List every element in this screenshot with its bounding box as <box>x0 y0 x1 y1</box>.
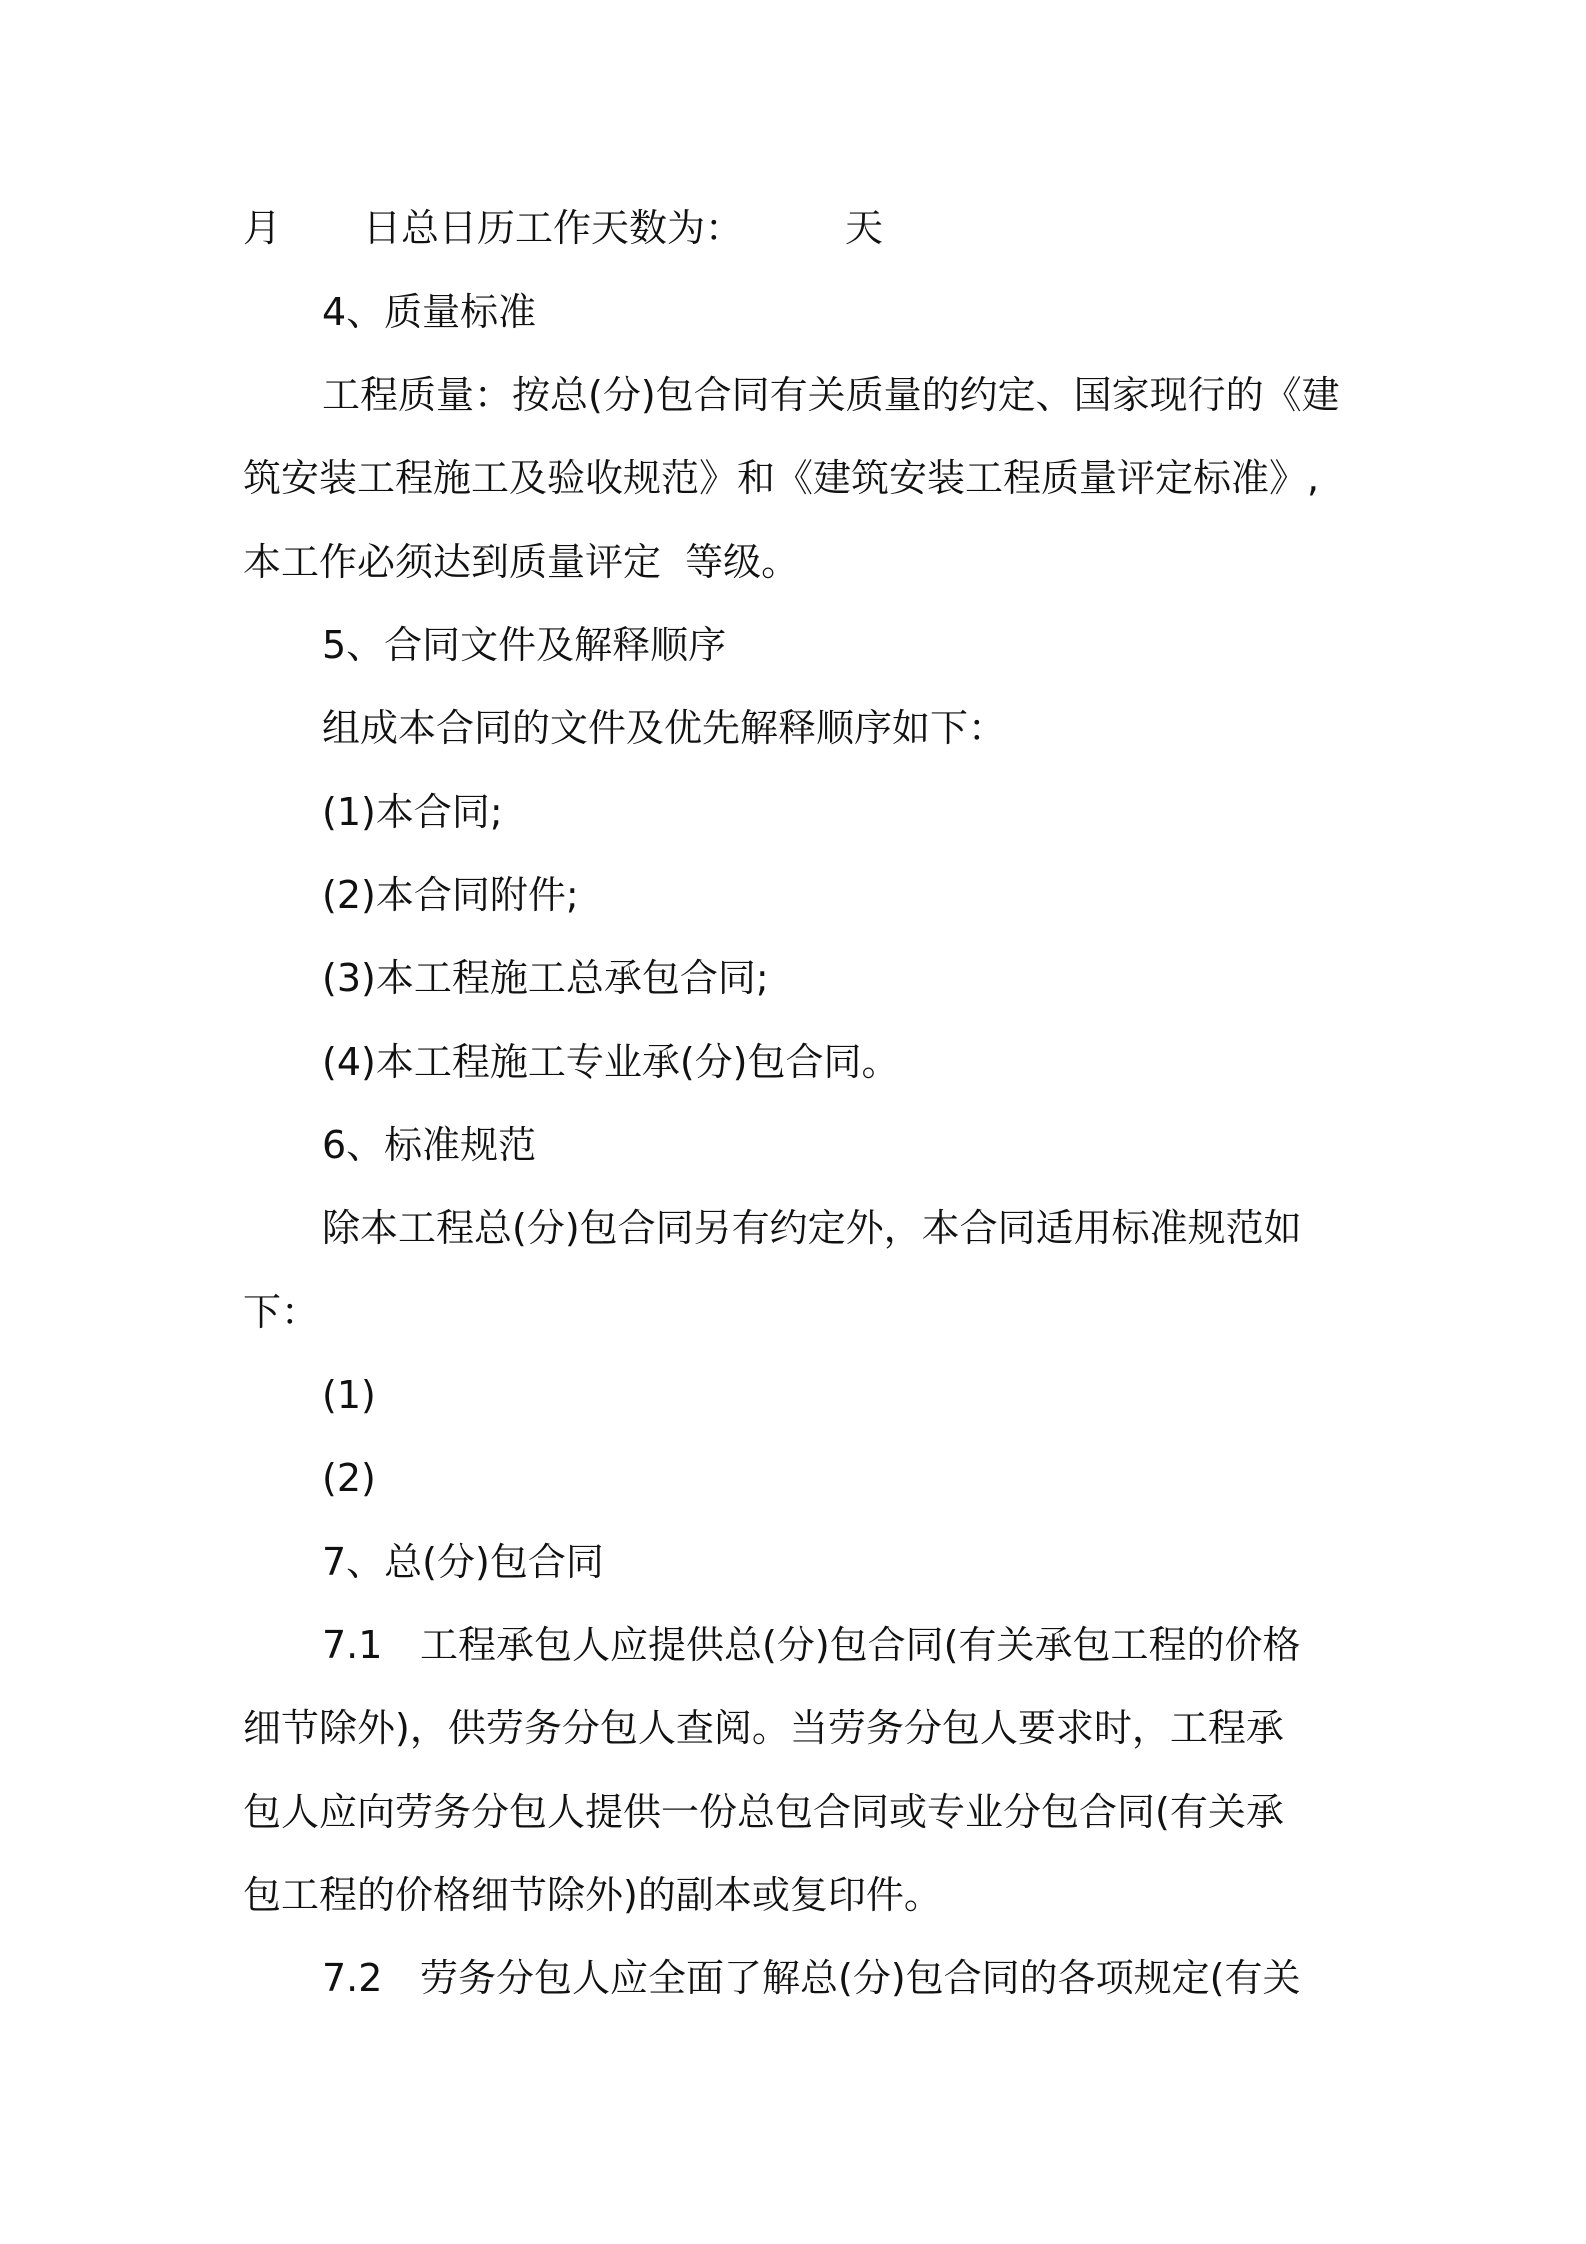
paragraph-line: 下： <box>243 1290 320 1334</box>
paragraph-line: 筑安装工程施工及验收规范》和《建筑安装工程质量评定标准》, <box>243 456 1320 500</box>
paragraph-line: 除本工程总(分)包合同另有约定外，本合同适用标准规范如 <box>322 1206 1302 1250</box>
heading-general-contract: 7、总(分)包合同 <box>322 1540 604 1584</box>
list-item: (1)本合同; <box>322 790 503 834</box>
list-item: (3)本工程施工总承包合同; <box>322 956 769 1000</box>
heading-standards: 6、标准规范 <box>322 1123 537 1167</box>
paragraph-line: 本工作必须达到质量评定 等级。 <box>243 540 800 584</box>
total-days-label: 日总日历工作天数为： <box>363 206 744 250</box>
heading-quality-standard: 4、质量标准 <box>322 290 537 334</box>
list-item: (2) <box>322 1456 376 1500</box>
line-calendar-days <box>0 198 1586 258</box>
days-unit: 天 <box>845 206 884 250</box>
clause-7-1 <box>0 1615 1586 1675</box>
clause-text: 工程承包人应提供总(分)包合同(有关承包工程的价格 <box>420 1623 1301 1667</box>
clause-text: 劳务分包人应全面了解总(分)包合同的各项规定(有关 <box>420 1956 1301 2000</box>
list-item: (4)本工程施工专业承(分)包合同。 <box>322 1040 900 1084</box>
clause-number: 7.2 <box>322 1956 383 2000</box>
clause-7-2 <box>0 1948 1586 2008</box>
list-item: (2)本合同附件; <box>322 873 579 917</box>
paragraph-line: 组成本合同的文件及优先解释顺序如下： <box>322 706 1007 750</box>
list-item: (1) <box>322 1373 376 1417</box>
paragraph-line: 包人应向劳务分包人提供一份总包合同或专业分包合同(有关承 <box>243 1790 1284 1834</box>
paragraph-line: 工程质量：按总(分)包合同有关质量的约定、国家现行的《建 <box>322 373 1340 417</box>
month-label: 月 <box>243 206 282 250</box>
heading-contract-documents: 5、合同文件及解释顺序 <box>322 623 727 667</box>
paragraph-line: 细节除外)，供劳务分包人查阅。当劳务分包人要求时，工程承 <box>243 1706 1284 1750</box>
clause-number: 7.1 <box>322 1623 383 1667</box>
paragraph-line: 包工程的价格细节除外)的副本或复印件。 <box>243 1873 942 1917</box>
